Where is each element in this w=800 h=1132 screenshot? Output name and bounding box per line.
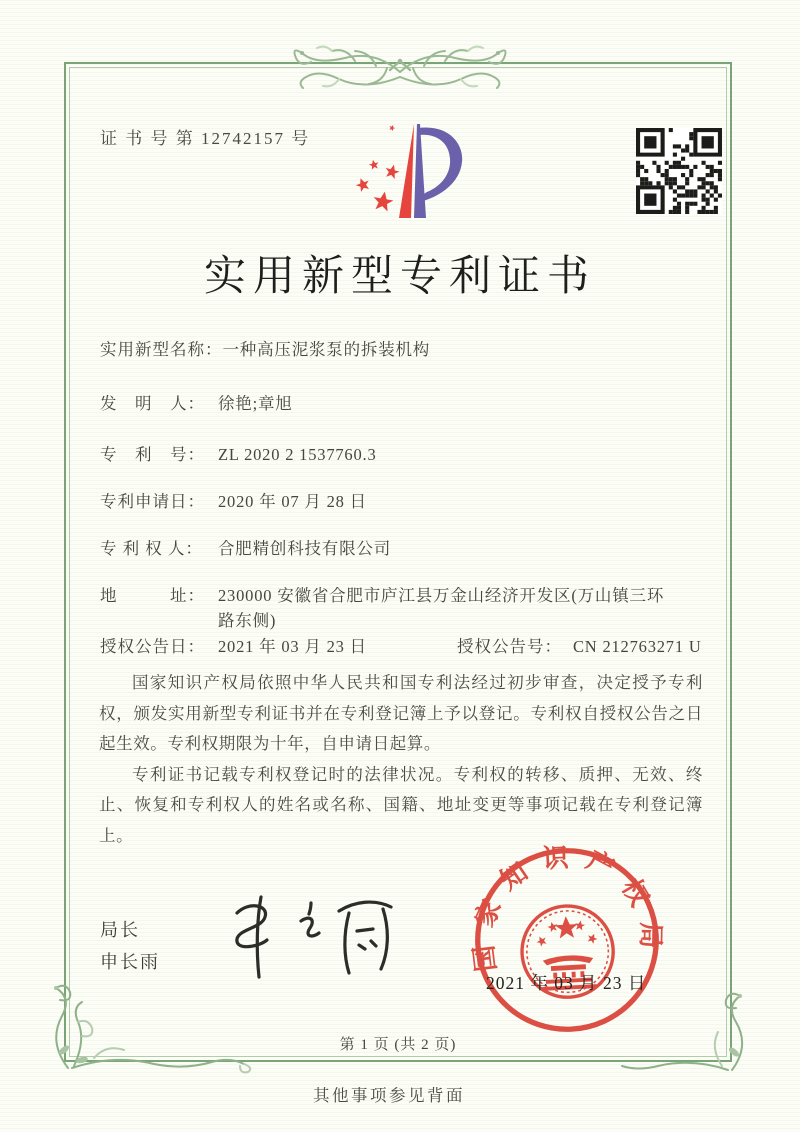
field-value: ZL 2020 2 1537760.3 — [218, 445, 377, 464]
bottom-left-ornament-icon — [34, 980, 294, 1075]
certificate-title: 实用新型专利证书 — [203, 254, 596, 300]
certificate-number: 证 书 号 第 12742157 号 — [100, 129, 311, 148]
field-label: 授权公告日： — [100, 637, 205, 656]
field-value: 2020 年 07 月 28 日 — [218, 492, 367, 511]
field-label: 专 利 号： — [100, 445, 205, 464]
field-inventor — [100, 391, 706, 416]
legal-paragraph-1: 国家知识产权局依照中华人民共和国专利法经过初步审查，决定授予专利权，颁发实用新型专利证书并在专利登记簿上予以登记。专利权自授权公告之日起生效。专利权期限为十年，自申请日起算。 — [99, 673, 703, 753]
field-filing-date — [100, 489, 706, 514]
signer-title: 局长 — [100, 920, 140, 940]
top-ornament-icon — [283, 20, 517, 100]
field-label: 地 址： — [100, 586, 205, 605]
field-label: 实用新型名称： — [100, 340, 223, 359]
legal-paragraph-2: 专利证书记载专利权登记时的法律状况。专利权的转移、质押、无效、终止、恢复和专利权人的姓名或名称、国籍、地址变更等事项记载在专利登记簿上。 — [99, 764, 703, 845]
field-value: CN 212763271 U — [573, 637, 702, 656]
qr-code — [636, 128, 722, 214]
grant-seal-date: 2021 年 03 月 23 日 — [486, 973, 647, 993]
official-seal-icon — [465, 838, 669, 1042]
field-value: 230000 安徽省合肥市庐江县万金山经济开发区(万山镇三环路东侧) — [218, 586, 665, 630]
field-value: 一种高压泥浆泵的拆装机构 — [222, 340, 431, 359]
back-side-note: 其他事项参见背面 — [313, 1086, 465, 1105]
field-label: 授权公告号： — [457, 637, 562, 656]
field-value: 徐艳;章旭 — [218, 394, 293, 413]
field-label: 专利申请日： — [100, 492, 205, 511]
field-patent-number — [100, 442, 706, 467]
field-value: 2021 年 03 月 23 日 — [218, 637, 367, 656]
seal-agency-text: 国家知识产权局 — [466, 841, 667, 974]
signer-name: 申长雨 — [100, 952, 160, 972]
field-label: 专 利 权 人： — [100, 539, 203, 558]
field-patentee — [100, 536, 706, 561]
field-value: 合肥精创科技有限公司 — [218, 539, 391, 558]
field-utility-model-name — [100, 337, 706, 362]
cnipa-logo-icon — [336, 112, 488, 230]
legal-text-block — [99, 668, 703, 851]
field-grant-row — [100, 634, 706, 659]
handwritten-signature-icon — [215, 883, 415, 983]
field-address — [100, 583, 706, 633]
page-number: 第 1 页 (共 2 页) — [339, 1037, 457, 1053]
field-label: 发 明 人： — [100, 394, 205, 413]
